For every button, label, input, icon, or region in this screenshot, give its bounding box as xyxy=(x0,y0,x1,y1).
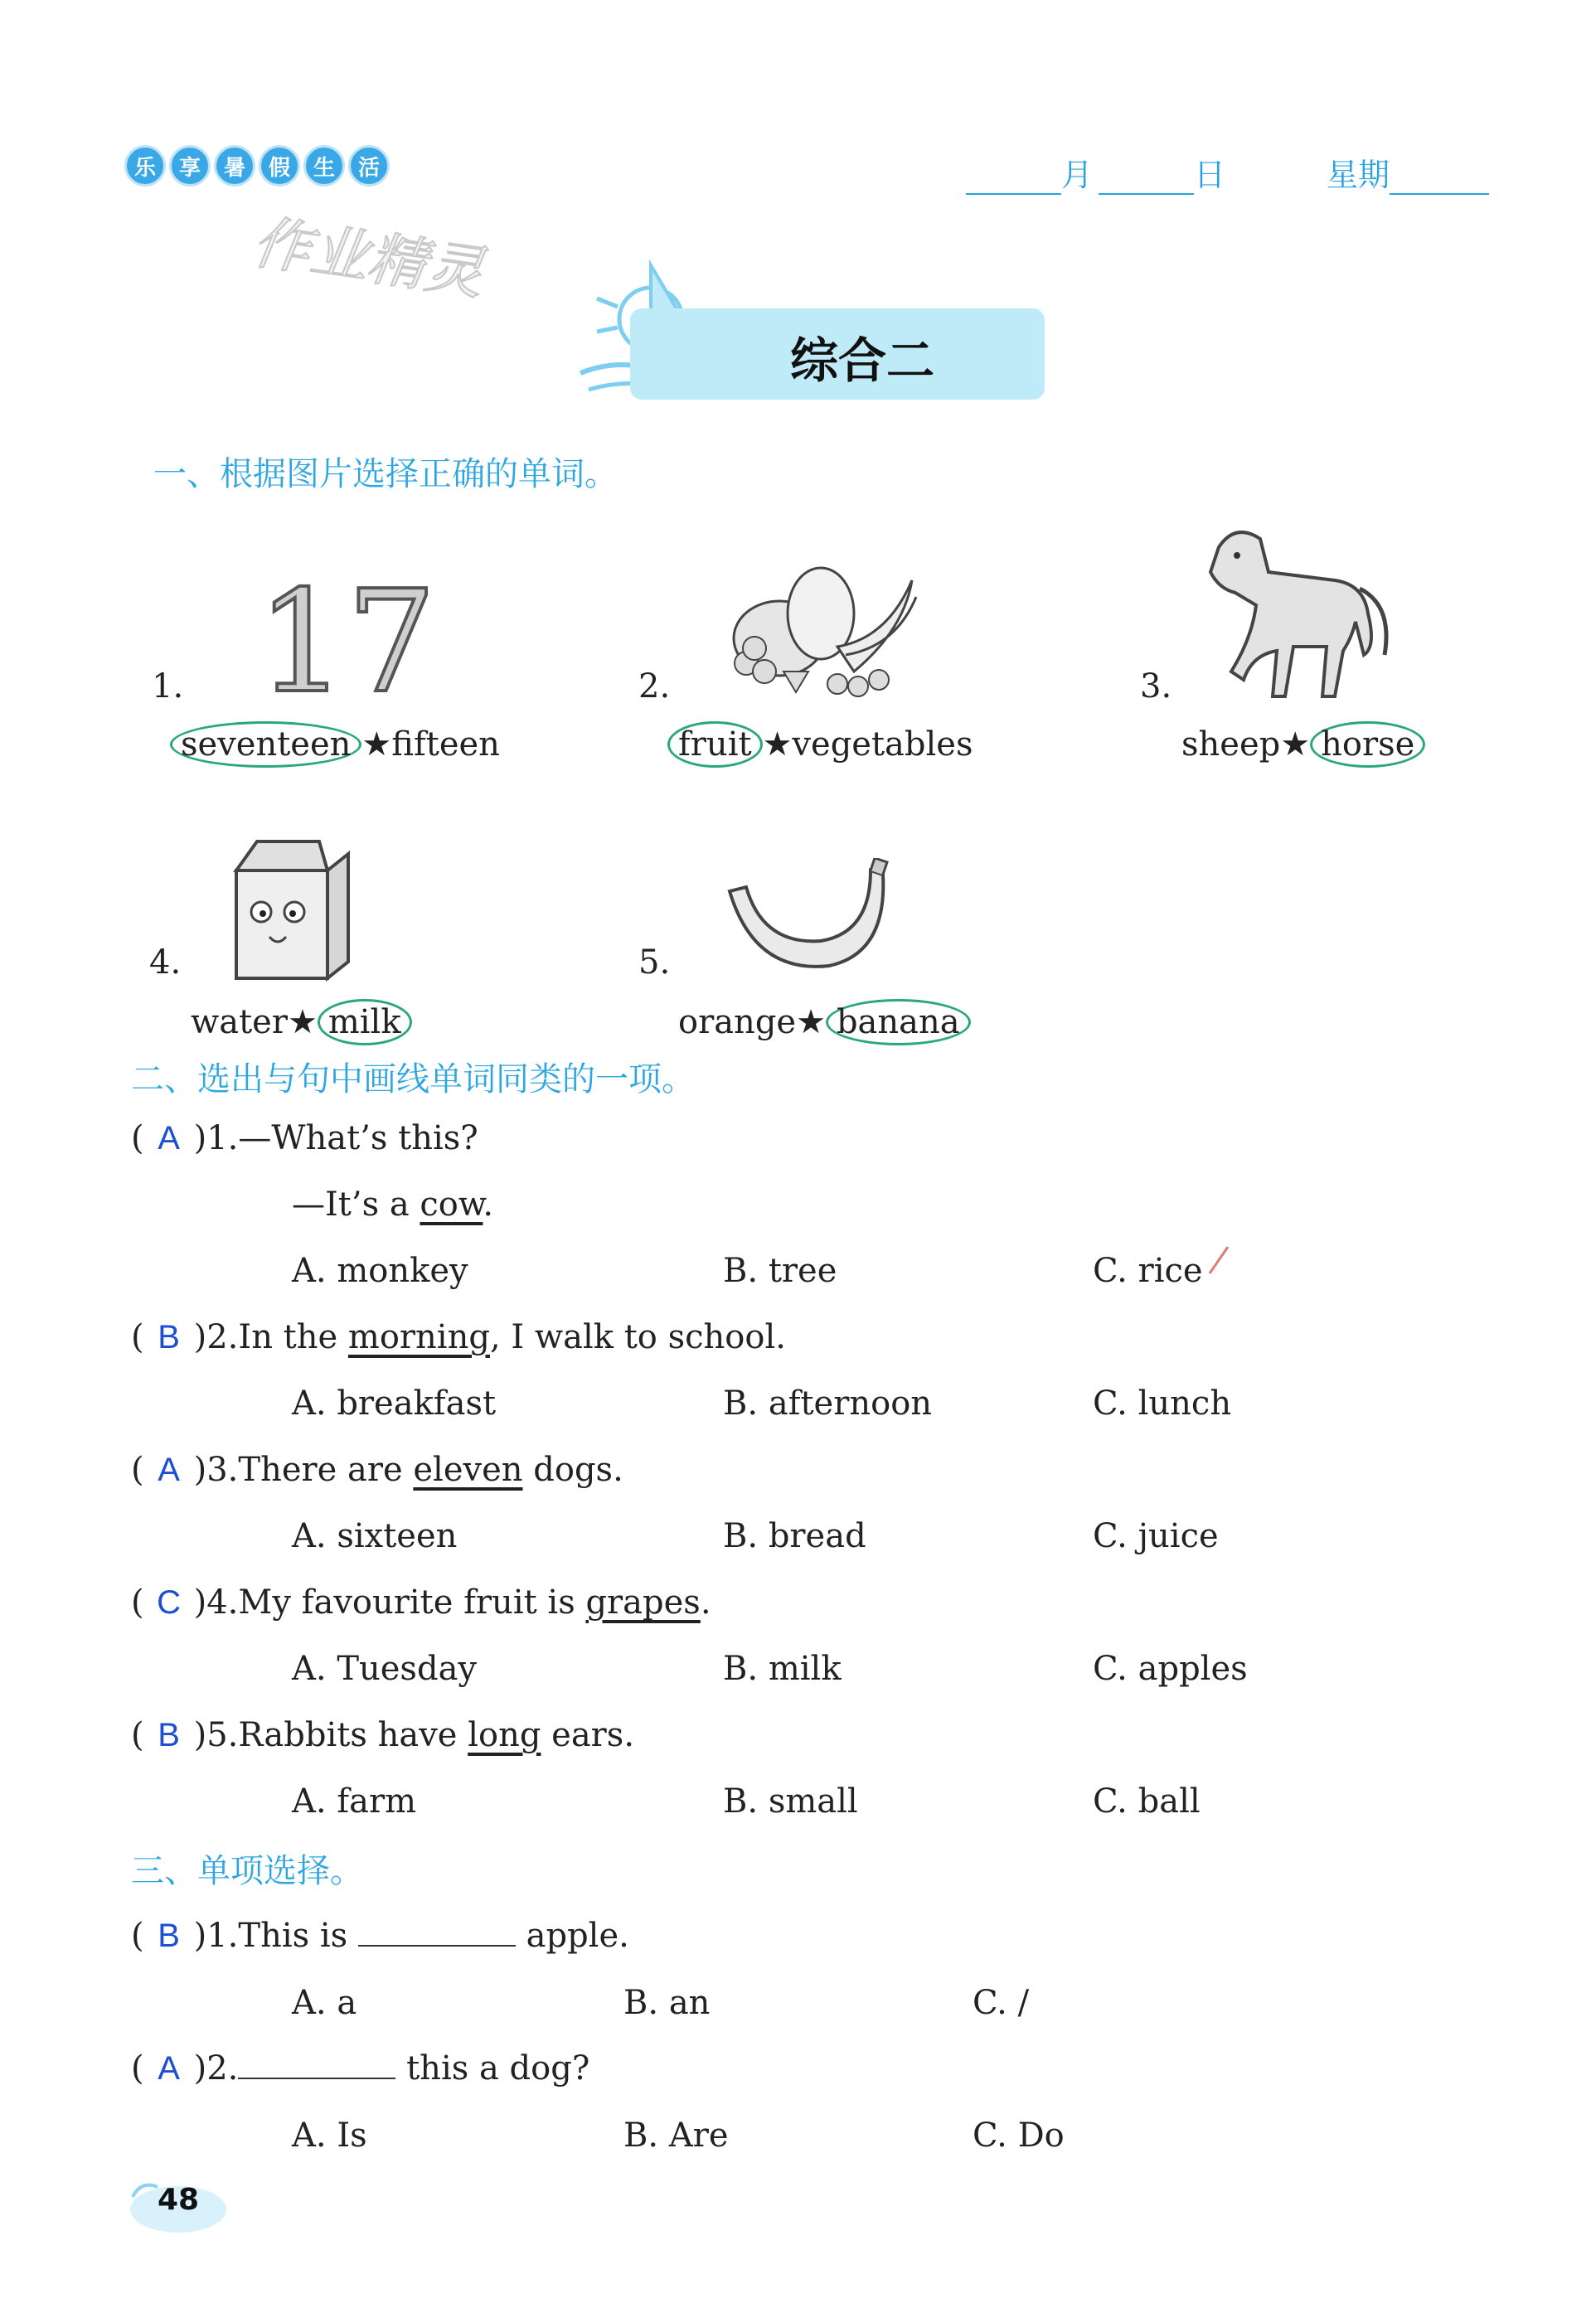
section1-heading: 一、根据图片选择正确的单词。 xyxy=(153,455,618,493)
underlined-word: morning xyxy=(347,1318,490,1356)
question-number: )3. xyxy=(193,1451,239,1489)
banana-picture xyxy=(721,858,895,991)
item2-option1: fruit xyxy=(667,721,763,768)
option-c: C. apples xyxy=(1093,1650,1248,1688)
item1-option1: seventeen xyxy=(170,721,361,768)
paren-open: ( xyxy=(131,1318,144,1356)
item5-option2: banana xyxy=(826,999,971,1045)
item2-number: 2. xyxy=(638,667,671,706)
star-icon: ★ xyxy=(796,1003,826,1041)
question-text: —What’s this? xyxy=(238,1119,478,1157)
question-text: My favourite fruit is xyxy=(238,1583,586,1622)
question-text: In the xyxy=(238,1318,348,1356)
paren-open: ( xyxy=(131,1917,144,1955)
item1-option2: fifteen xyxy=(391,725,500,764)
answer-mark: A xyxy=(158,1120,180,1156)
brand-logo xyxy=(124,141,390,191)
underlined-word: grapes xyxy=(585,1583,701,1622)
s2-question-5 xyxy=(131,1716,634,1754)
question-number: )1. xyxy=(193,1119,239,1157)
item2-option2: vegetables xyxy=(792,725,973,764)
paren-open: ( xyxy=(131,1451,144,1489)
month-blank xyxy=(966,160,1061,195)
option-c: C. rice xyxy=(1093,1252,1203,1290)
star-icon: ★ xyxy=(287,1003,318,1041)
paren-open: ( xyxy=(131,1583,144,1622)
item4-number: 4. xyxy=(149,943,182,982)
question-text: , I walk to school. xyxy=(489,1318,786,1356)
brand-char: 享 xyxy=(169,145,211,187)
item1-options xyxy=(170,721,500,768)
brand-char: 假 xyxy=(259,145,300,187)
answer-mark: C xyxy=(157,1584,182,1621)
date-month xyxy=(966,149,1093,195)
week-blank xyxy=(1390,160,1489,195)
s2-question-1 xyxy=(131,1119,478,1157)
underlined-word: eleven xyxy=(413,1451,523,1489)
option-c: C. / xyxy=(973,1984,1030,2022)
option-b: B. milk xyxy=(723,1650,842,1688)
question-text: Rabbits have xyxy=(238,1716,468,1754)
month-label: 月 xyxy=(1061,157,1094,193)
star-icon: ★ xyxy=(762,725,793,764)
option-a: A. Tuesday xyxy=(292,1650,478,1688)
star-icon: ★ xyxy=(361,725,392,764)
question-number: )5. xyxy=(193,1716,239,1754)
s2-question-2 xyxy=(131,1318,786,1356)
answer-blank xyxy=(358,1917,516,1947)
s2-question-4 xyxy=(131,1583,711,1622)
question-text: . xyxy=(483,1186,494,1224)
item5-options xyxy=(678,999,971,1045)
option-a: A. a xyxy=(292,1984,357,2022)
item1-number: 1. xyxy=(152,667,184,706)
s3-question-2 xyxy=(131,2049,589,2088)
underlined-word: cow xyxy=(420,1186,483,1224)
option-a: A. Is xyxy=(292,2117,367,2155)
item4-options xyxy=(191,999,412,1045)
answer-mark: A xyxy=(158,2050,180,2087)
page-title: 综合二 xyxy=(789,332,934,389)
item3-number: 3. xyxy=(1140,667,1172,706)
option-c: C. ball xyxy=(1093,1782,1201,1821)
option-c: C. Do xyxy=(973,2117,1065,2155)
horse-picture xyxy=(1186,514,1393,713)
option-b: B. tree xyxy=(723,1252,837,1290)
day-blank xyxy=(1099,160,1194,195)
item3-options xyxy=(1181,721,1425,768)
brand-char: 乐 xyxy=(124,145,166,187)
answer-mark: B xyxy=(158,1717,180,1753)
paren-open: ( xyxy=(131,1119,144,1157)
option-a: A. farm xyxy=(292,1782,417,1821)
question-number: )4. xyxy=(193,1583,239,1622)
option-a: A. sixteen xyxy=(292,1517,458,1555)
question-number: )2. xyxy=(193,2049,239,2088)
week-label: 星期 xyxy=(1327,157,1390,193)
milk-carton-picture xyxy=(224,837,357,987)
fruit-basket-picture xyxy=(713,547,920,705)
page-number: 48 xyxy=(157,2183,200,2217)
option-b: B. bread xyxy=(723,1517,866,1555)
watermark: 作业精灵 xyxy=(248,207,488,308)
section3-heading: 三、单项选择。 xyxy=(131,1852,363,1890)
s3-question-1 xyxy=(131,1917,629,1955)
question-text: There are xyxy=(238,1451,414,1489)
option-c: C. lunch xyxy=(1093,1384,1232,1423)
option-a: A. breakfast xyxy=(292,1384,497,1423)
s2-question-1-line2 xyxy=(292,1186,493,1224)
question-text: apple. xyxy=(515,1917,629,1955)
date-day xyxy=(1099,149,1225,195)
option-b: B. an xyxy=(623,1984,711,2022)
seventeen-picture: 17 xyxy=(257,560,437,725)
question-text: this a dog? xyxy=(395,2049,590,2088)
brand-char: 暑 xyxy=(214,145,255,187)
check-mark-icon xyxy=(1206,1244,1231,1277)
option-a: A. monkey xyxy=(292,1252,468,1290)
answer-blank xyxy=(238,2049,395,2079)
answer-mark: B xyxy=(158,1918,180,1954)
paren-open: ( xyxy=(131,2049,144,2088)
paren-open: ( xyxy=(131,1716,144,1754)
item3-option1: sheep xyxy=(1181,725,1281,764)
answer-mark: B xyxy=(158,1319,180,1355)
question-text: This is xyxy=(238,1917,358,1955)
answer-mark: A xyxy=(158,1452,180,1488)
question-number: )2. xyxy=(193,1318,239,1356)
date-week xyxy=(1327,149,1489,195)
item3-option2: horse xyxy=(1310,721,1425,768)
brand-char: 生 xyxy=(303,145,345,187)
underlined-word: long xyxy=(468,1716,541,1754)
question-text: dogs. xyxy=(522,1451,623,1489)
star-icon: ★ xyxy=(1280,725,1311,764)
day-label: 日 xyxy=(1194,157,1226,193)
question-text: ears. xyxy=(541,1716,635,1754)
item4-option2: milk xyxy=(318,999,412,1045)
item4-option1: water xyxy=(191,1003,288,1041)
option-b: B. small xyxy=(723,1782,858,1821)
option-b: B. Are xyxy=(623,2117,729,2155)
section2-heading: 二、选出与句中画线单词同类的一项。 xyxy=(131,1060,695,1098)
brand-char: 活 xyxy=(348,145,390,187)
option-c: C. juice xyxy=(1093,1517,1219,1555)
question-text: . xyxy=(700,1583,711,1622)
s2-question-3 xyxy=(131,1451,623,1489)
item5-number: 5. xyxy=(638,943,671,982)
option-b: B. afternoon xyxy=(723,1384,933,1423)
item5-option1: orange xyxy=(678,1003,797,1041)
item2-options xyxy=(667,721,973,768)
question-number: )1. xyxy=(193,1917,239,1955)
question-text: —It’s a xyxy=(292,1186,420,1224)
